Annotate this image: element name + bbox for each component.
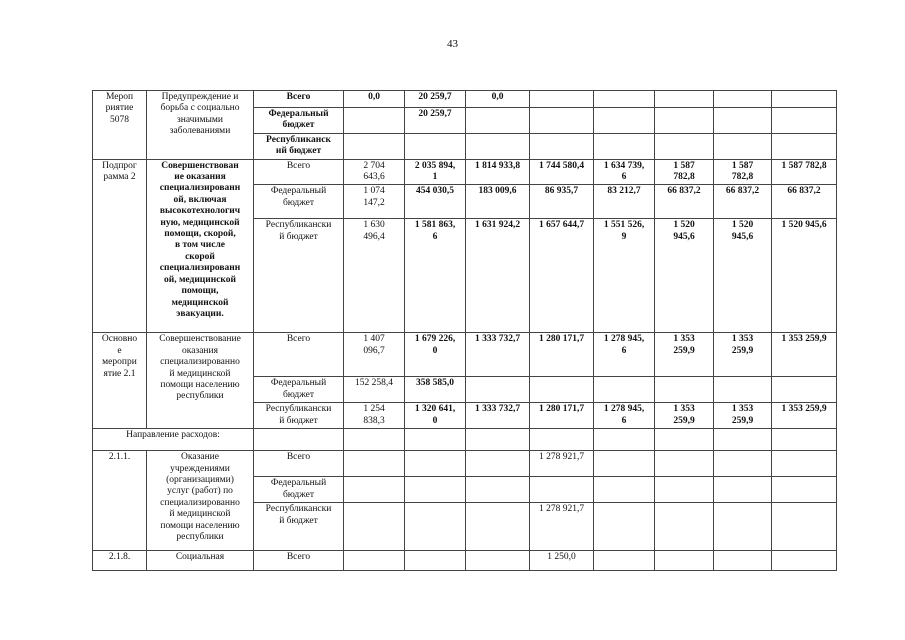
table-cell: [772, 477, 837, 503]
table-cell: [530, 477, 594, 503]
table-cell: [405, 551, 466, 571]
table-cell: [254, 429, 344, 451]
table-cell: [594, 451, 655, 477]
table-cell: 1 250,0: [530, 551, 594, 571]
table-row: [93, 333, 837, 377]
table-cell: 183 009,6: [466, 185, 530, 219]
table-cell: [714, 377, 772, 403]
table-cell: Социальная: [147, 551, 254, 571]
table-cell: [594, 477, 655, 503]
table-cell: [772, 451, 837, 477]
table-cell: Федеральный бюджет: [254, 377, 344, 403]
table-cell: 1 353 259,9: [655, 333, 714, 377]
table-cell: 1 280 171,7: [530, 403, 594, 429]
table-cell: [655, 91, 714, 108]
table-cell: [466, 451, 530, 477]
table-cell: Федеральный бюджет: [254, 477, 344, 503]
table-cell: Мероп риятие 5078: [93, 91, 147, 160]
table-cell: 1 278 921,7: [530, 451, 594, 477]
table-cell: 1 353 259,9: [655, 403, 714, 429]
table-cell: [344, 503, 405, 551]
table-row: [93, 451, 837, 477]
table-cell: Подпрог рамма 2: [93, 159, 147, 333]
table-cell: [405, 451, 466, 477]
table-cell: 1 634 739, 6: [594, 159, 655, 185]
table-cell: [772, 503, 837, 551]
table-cell: 1 631 924,2: [466, 219, 530, 333]
table-cell: Федеральный бюджет: [254, 185, 344, 219]
table-cell: 1 587 782,8: [714, 159, 772, 185]
table-cell: [466, 503, 530, 551]
table-cell: 2 704 643,6: [344, 159, 405, 185]
table-cell: [714, 451, 772, 477]
table-cell: Всего: [254, 333, 344, 377]
table-cell: [344, 133, 405, 159]
table-cell: [772, 551, 837, 571]
table-cell: [530, 108, 594, 134]
table-cell: 152 258,4: [344, 377, 405, 403]
table-cell: [594, 133, 655, 159]
table-cell: 1 520 945,6: [714, 219, 772, 333]
table-cell: 1 278 921,7: [530, 503, 594, 551]
table-cell: 1 551 526, 9: [594, 219, 655, 333]
table-cell: 1 657 644,7: [530, 219, 594, 333]
table-cell: Предупреждение и борьба с социально значимыми заболеваниями: [147, 91, 254, 160]
page-number: 43: [447, 38, 458, 50]
table-cell: Совершенствование оказания специализированно й медицинской помощи населению республики: [147, 333, 254, 429]
table-cell: [530, 91, 594, 108]
table-cell: 1 679 226, 0: [405, 333, 466, 377]
table-row: [93, 551, 837, 571]
table-cell: [594, 551, 655, 571]
table-cell: [344, 429, 405, 451]
table-cell: [655, 451, 714, 477]
table-cell: Совершенствован ие оказания специализированн ой, включая высокотехнологич ную, медицинской помощи, скорой, в том числе скорой специализированн ой, медицинской помощи, медицинской эвакуации.: [147, 159, 254, 333]
table-cell: 1 333 732,7: [466, 333, 530, 377]
table-cell: 358 585,0: [405, 377, 466, 403]
table-cell: [714, 91, 772, 108]
table-cell: Всего: [254, 551, 344, 571]
table-cell: 1 587 782,8: [772, 159, 837, 185]
table-cell: 0,0: [466, 91, 530, 108]
table-cell: 1 581 863, 6: [405, 219, 466, 333]
table-cell: [772, 377, 837, 403]
table-cell: [530, 377, 594, 403]
table-cell: [405, 133, 466, 159]
table-cell: 1 320 641, 0: [405, 403, 466, 429]
table-cell: 1 353 259,9: [772, 333, 837, 377]
table-cell: [530, 133, 594, 159]
table-cell: [594, 429, 655, 451]
table-cell: Всего: [254, 91, 344, 108]
table-cell: [772, 108, 837, 134]
table-cell: [655, 503, 714, 551]
table-cell: 1 353 259,9: [714, 333, 772, 377]
table-cell: 1 333 732,7: [466, 403, 530, 429]
table-cell: 1 407 096,7: [344, 333, 405, 377]
table-cell: [714, 108, 772, 134]
table-cell: [655, 377, 714, 403]
table-cell: 0,0: [344, 91, 405, 108]
table-cell: 83 212,7: [594, 185, 655, 219]
table-cell: 1 280 171,7: [530, 333, 594, 377]
table-cell: [772, 133, 837, 159]
table-cell: [344, 451, 405, 477]
table-row: [93, 429, 837, 451]
table-cell: Республикански й бюджет: [254, 219, 344, 333]
table-cell: Республикански й бюджет: [254, 403, 344, 429]
table-cell: [594, 377, 655, 403]
table-cell: Республиканск ий бюджет: [254, 133, 344, 159]
table-cell: Направление расходов:: [93, 429, 254, 451]
table-cell: 1 278 945, 6: [594, 403, 655, 429]
table-cell: [655, 429, 714, 451]
table-cell: [594, 503, 655, 551]
table-cell: [714, 477, 772, 503]
table-cell: [405, 429, 466, 451]
table-cell: 1 520 945,6: [655, 219, 714, 333]
table-cell: 1 254 838,3: [344, 403, 405, 429]
table-cell: [772, 429, 837, 451]
table-cell: [714, 551, 772, 571]
budget-table: [92, 90, 837, 571]
table-cell: [405, 477, 466, 503]
table-cell: Всего: [254, 159, 344, 185]
table-cell: 1 814 933,8: [466, 159, 530, 185]
table-cell: [466, 377, 530, 403]
table-cell: [655, 551, 714, 571]
table-cell: [655, 133, 714, 159]
table-cell: [344, 108, 405, 134]
table-cell: [344, 551, 405, 571]
table-cell: [405, 503, 466, 551]
table-cell: 2 035 894, 1: [405, 159, 466, 185]
table-cell: Всего: [254, 451, 344, 477]
table-cell: [344, 477, 405, 503]
table-cell: [655, 477, 714, 503]
table-cell: Оказание учреждениями (организациями) услуг (работ) по специализированно й медицинской помощи населению республики: [147, 451, 254, 551]
table-cell: 66 837,2: [772, 185, 837, 219]
table-cell: 1 353 259,9: [714, 403, 772, 429]
table-cell: 20 259,7: [405, 108, 466, 134]
table-cell: [466, 133, 530, 159]
table-cell: 2.1.1.: [93, 451, 147, 551]
table-cell: 20 259,7: [405, 91, 466, 108]
table-cell: [594, 108, 655, 134]
table-cell: [530, 429, 594, 451]
table-row: [93, 159, 837, 185]
table-cell: [772, 91, 837, 108]
table-cell: 454 030,5: [405, 185, 466, 219]
table-cell: [466, 551, 530, 571]
table-cell: 86 935,7: [530, 185, 594, 219]
table-cell: [466, 429, 530, 451]
table-cell: 1 587 782,8: [655, 159, 714, 185]
table-cell: 66 837,2: [655, 185, 714, 219]
table-cell: [594, 91, 655, 108]
table-cell: 1 353 259,9: [772, 403, 837, 429]
table-cell: 1 278 945, 6: [594, 333, 655, 377]
table-cell: [714, 429, 772, 451]
table-cell: [466, 108, 530, 134]
table-cell: Федеральный бюджет: [254, 108, 344, 134]
table-cell: [466, 477, 530, 503]
table-cell: [714, 503, 772, 551]
table-cell: 1 744 580,4: [530, 159, 594, 185]
table-cell: 66 837,2: [714, 185, 772, 219]
table-cell: Республикански й бюджет: [254, 503, 344, 551]
table-cell: 1 630 496,4: [344, 219, 405, 333]
table-cell: [655, 108, 714, 134]
table-cell: 1 520 945,6: [772, 219, 837, 333]
table-row: [93, 91, 837, 108]
table-cell: [714, 133, 772, 159]
table-cell: Основно е меропри ятие 2.1: [93, 333, 147, 429]
table-cell: 1 074 147,2: [344, 185, 405, 219]
table-cell: 2.1.8.: [93, 551, 147, 571]
